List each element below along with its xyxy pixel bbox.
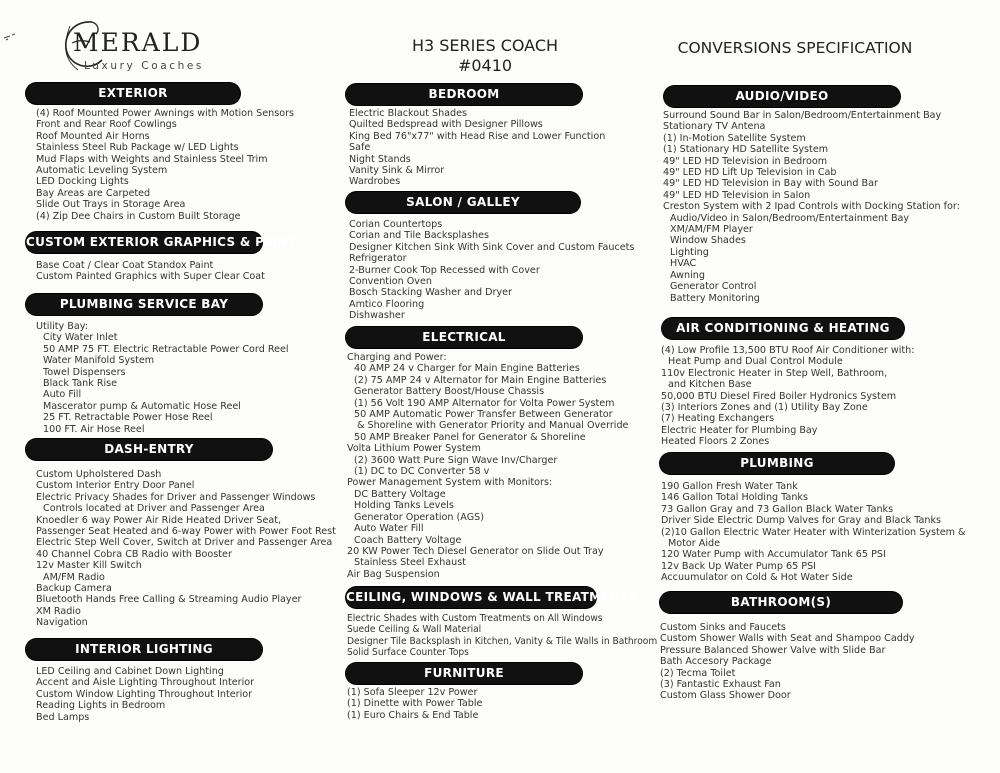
list-item: Accuumulator on Cold & Hot Water Side: [661, 572, 853, 584]
list-item: Designer Tile Backsplash in Kitchen, Vanity & Tile Walls in Bathroom: [347, 635, 658, 647]
bedroom-list: [349, 108, 605, 188]
list-item: Stainless Steel Rub Package w/ LED Lights: [36, 142, 239, 154]
list-item: Towel Dispensers: [43, 366, 126, 378]
list-item: Accent and Aisle Lighting Throughout Interior: [36, 677, 255, 689]
list-item: Heated Floors 2 Zones: [661, 436, 770, 448]
list-item: Mud Flaps with Weights and Stainless Steel Trim: [36, 153, 268, 165]
list-item: XM Radio: [36, 605, 81, 617]
list-item: Electric Heater for Plumbing Bay: [661, 424, 818, 436]
list-item: Lighting: [670, 246, 709, 258]
plumbing-bay-list: [36, 321, 289, 435]
list-item: Bay Areas are Carpeted: [36, 187, 151, 199]
list-item: LED Docking Lights: [36, 176, 129, 188]
list-item: (1) Euro Chairs & End Table: [347, 709, 479, 721]
list-item: Battery Monitoring: [670, 292, 760, 304]
list-item: Custom Window Lighting Throughout Interior: [36, 688, 253, 700]
list-item: 50 AMP Breaker Panel for Generator & Shoreline: [354, 431, 586, 443]
section-header-dash-entry: DASH-ENTRY: [26, 439, 272, 460]
list-item: City Water Inlet: [43, 332, 118, 344]
list-item: 120 Water Pump with Accumulator Tank 65 PSI: [661, 549, 886, 561]
list-item: Refrigerator: [349, 253, 407, 265]
list-item: 100 FT. Air Hose Reel: [43, 423, 145, 435]
list-item: 49" LED HD Television in Bay with Sound Bar: [663, 178, 878, 190]
list-item: (2) Tecma Toilet: [660, 667, 736, 679]
list-item: Volta Lithium Power System: [347, 443, 481, 455]
graphics-list: [36, 260, 265, 283]
list-item: 49" LED HD Television in Salon: [663, 189, 811, 201]
section-header-salon-galley: SALON / GALLEY: [346, 192, 580, 213]
list-item: Bosch Stacking Washer and Dryer: [349, 287, 512, 299]
list-item: (7) Heating Exchangers: [661, 413, 775, 425]
section-header-bedroom: BEDROOM: [346, 84, 582, 105]
list-item: 73 Gallon Gray and 73 Gallon Black Water Tanks: [661, 503, 894, 515]
list-item: Dishwasher: [349, 310, 405, 322]
list-item: Designer Kitchen Sink With Sink Cover and Custom Faucets: [349, 241, 635, 253]
list-item: Base Coat / Clear Coat Standox Paint: [36, 260, 214, 271]
list-item: Suede Ceiling & Wall Material: [347, 624, 482, 636]
list-item: & Shoreline with Generator Priority and Manual Override: [357, 420, 629, 432]
series-title: H3 SERIES COACH: [411, 36, 559, 55]
section-header-bathrooms: BATHROOM(S): [660, 592, 902, 613]
list-item: Wardrobes: [349, 176, 401, 188]
coach-number: #0410: [457, 56, 513, 75]
list-item: and Kitchen Base: [668, 379, 752, 391]
list-item: Utility Bay:: [36, 321, 88, 332]
list-item: Knoedler 6 way Power Air Ride Heated Driver Seat,: [36, 514, 282, 526]
list-item: Reading Lights in Bedroom: [36, 700, 166, 712]
section-header-plumbing-bay: PLUMBING SERVICE BAY: [26, 294, 262, 315]
list-item: Audio/Video in Salon/Bedroom/Entertainment Bay: [670, 212, 910, 224]
list-item: Surround Sound Bar in Salon/Bedroom/Entertainment Bay: [663, 110, 942, 121]
list-item: Quilted Bedspread with Designer Pillows: [349, 119, 543, 131]
section-header-ceiling-windows: CEILING, WINDOWS & WALL TREATMENTS: [346, 587, 596, 608]
list-item: Bed Lamps: [36, 711, 90, 723]
list-item: 40 AMP 24 v Charger for Main Engine Batteries: [354, 363, 580, 375]
list-item: Corian Countertops: [349, 219, 443, 230]
list-item: Custom Glass Shower Door: [660, 690, 791, 702]
list-item: Generator Battery Boost/House Chassis: [354, 386, 545, 398]
list-item: Stationary TV Antena: [663, 121, 766, 133]
list-item: Electric Shades with Custom Treatments on All Windows: [347, 613, 603, 624]
list-item: Heat Pump and Dual Control Module: [668, 356, 843, 368]
list-item: HVAC: [670, 258, 697, 270]
list-item: 50,000 BTU Diesel Fired Boiler Hydronics System: [661, 390, 897, 402]
list-item: King Bed 76"x77" with Head Rise and Lower Function: [349, 130, 606, 142]
list-item: Front and Rear Roof Cowlings: [36, 119, 177, 131]
list-item: Safe: [349, 142, 371, 154]
air-conditioning-list: [661, 345, 914, 448]
section-header-graphics: CUSTOM EXTERIOR GRAPHICS & PAINT: [26, 232, 262, 253]
section-header-furniture: FURNITURE: [346, 663, 582, 684]
list-item: Coach Battery Voltage: [354, 534, 462, 546]
list-item: Motor Aide: [668, 538, 720, 550]
list-item: Black Tank Rise: [43, 378, 118, 390]
list-item: Backup Camera: [36, 583, 112, 595]
section-header-audio-video: AUDIO/VIDEO: [664, 86, 900, 107]
list-item: Bluetooth Hands Free Calling & Streaming Audio Player: [36, 594, 302, 606]
list-item: (2)10 Gallon Electric Water Heater with Winterization System &: [661, 526, 966, 538]
list-item: (4) Low Profile 13,500 BTU Roof Air Conditioner with:: [661, 345, 915, 356]
interior-lighting-list: [36, 666, 254, 723]
list-item: 40 Channel Cobra CB Radio with Booster: [36, 548, 232, 560]
logo-tagline: Luxury Coaches: [84, 60, 205, 72]
list-item: Electric Step Well Cover, Switch at Driver and Passenger Area: [36, 537, 333, 549]
list-item: Corian and Tile Backsplashes: [349, 230, 490, 242]
list-item: (1) 56 Volt 190 AMP Alternator for Volta Power System: [354, 397, 615, 409]
electrical-list: [347, 352, 628, 580]
list-item: (4) Zip Dee Chairs in Custom Built Storage: [36, 210, 241, 222]
list-item: Custom Interior Entry Door Panel: [36, 480, 195, 492]
list-item: Charging and Power:: [347, 352, 447, 363]
list-item: 25 FT. Retractable Power Hose Reel: [43, 412, 213, 424]
plumbing-list: [661, 481, 966, 584]
list-item: Power Management System with Monitors:: [347, 477, 553, 489]
list-item: Holding Tanks Levels: [354, 500, 454, 512]
exterior-list: [36, 108, 294, 222]
list-item: Generator Control: [670, 281, 757, 293]
list-item: Convention Oven: [349, 276, 432, 288]
list-item: Passenger Seat Heated and 6-way Power with Power Foot Rest: [36, 526, 336, 538]
list-item: LED Ceiling and Cabinet Down Lighting: [36, 666, 224, 677]
list-item: 146 Gallon Total Holding Tanks: [661, 492, 808, 504]
list-item: DC Battery Voltage: [354, 488, 446, 500]
list-item: (2) 75 AMP 24 v Alternator for Main Engine Batteries: [354, 374, 607, 386]
list-item: (1) Dinette with Power Table: [347, 698, 483, 710]
list-item: 49" LED HD Television in Bedroom: [663, 155, 828, 167]
dash-entry-list: [36, 469, 336, 629]
list-item: (1) DC to DC Converter 58 v: [354, 466, 490, 478]
section-header-interior-lighting: INTERIOR LIGHTING: [26, 639, 262, 660]
section-header-electrical: ELECTRICAL: [346, 327, 582, 348]
list-item: 2-Burner Cook Top Recessed with Cover: [349, 264, 540, 276]
list-item: Solid Surface Counter Tops: [347, 647, 469, 659]
list-item: 110v Electronic Heater in Step Well, Bathroom,: [661, 367, 888, 379]
scan-mark: [2, 30, 30, 44]
list-item: Air Bag Suspension: [347, 568, 440, 580]
list-item: Water Manifold System: [43, 355, 155, 367]
furniture-list: [347, 687, 482, 721]
section-header-air-conditioning: AIR CONDITIONING & HEATING: [662, 318, 904, 339]
list-item: 50 AMP Automatic Power Transfer Between Generator: [354, 409, 613, 421]
list-item: Automatic Leveling System: [36, 165, 168, 177]
list-item: Mascerator pump & Automatic Hose Reel: [43, 400, 241, 412]
list-item: 20 KW Power Tech Diesel Generator on Slide Out Tray: [347, 545, 604, 557]
list-item: Navigation: [36, 617, 88, 629]
list-item: Creston System with 2 Ipad Controls with Docking Station for:: [663, 201, 960, 213]
list-item: (1) Sofa Sleeper 12v Power: [347, 687, 478, 698]
section-header-plumbing: PLUMBING: [660, 453, 894, 474]
list-item: (4) Roof Mounted Power Awnings with Motion Sensors: [36, 108, 295, 119]
list-item: Awning: [670, 269, 705, 281]
list-item: Pressure Balanced Shower Valve with Slide Bar: [660, 644, 886, 656]
list-item: 50 AMP 75 FT. Electric Retractable Power Cord Reel: [43, 343, 289, 355]
list-item: (2) 3600 Watt Pure Sign Wave Inv/Charger: [354, 454, 558, 466]
list-item: XM/AM/FM Player: [670, 224, 753, 236]
list-item: Slide Out Trays in Storage Area: [36, 199, 186, 211]
salon-galley-list: [349, 219, 634, 322]
list-item: Vanity Sink & Mirror: [349, 165, 445, 177]
list-item: Custom Shower Walls with Seat and Shampoo Caddy: [660, 633, 915, 645]
audio-video-list: [663, 110, 960, 304]
list-item: Controls located at Driver and Passenger Area: [43, 503, 265, 515]
list-item: (1) Stationary HD Satellite System: [663, 144, 829, 156]
list-item: Electric Privacy Shades for Driver and Passenger Windows: [36, 491, 316, 503]
list-item: 12v Back Up Water Pump 65 PSI: [661, 560, 816, 572]
list-item: Stainless Steel Exhaust: [354, 557, 467, 569]
logo-wordmark: MERALD: [73, 28, 203, 57]
list-item: 12v Master Kill Switch: [36, 560, 142, 572]
list-item: AM/FM Radio: [43, 571, 105, 583]
list-item: Custom Upholstered Dash: [36, 469, 162, 480]
list-item: (3) Fantastic Exhaust Fan: [660, 679, 781, 691]
list-item: Electric Blackout Shades: [349, 108, 468, 119]
list-item: Night Stands: [349, 153, 411, 165]
list-item: Custom Painted Graphics with Super Clear Coat: [36, 271, 265, 283]
list-item: Auto Water Fill: [354, 523, 424, 535]
spec-title: CONVERSIONS SPECIFICATION: [677, 39, 913, 57]
list-item: Bath Accesory Package: [660, 656, 772, 668]
list-item: Window Shades: [670, 235, 746, 247]
list-item: Custom Sinks and Faucets: [660, 622, 786, 633]
bathrooms-list: [660, 622, 915, 702]
section-header-exterior: EXTERIOR: [26, 83, 240, 104]
document-title: [375, 36, 595, 76]
list-item: Auto Fill: [43, 389, 82, 401]
list-item: (3) Interiors Zones and (1) Utility Bay Zone: [661, 402, 868, 414]
list-item: 190 Gallon Fresh Water Tank: [661, 481, 798, 492]
list-item: 49" LED HD Lift Up Television in Cab: [663, 167, 837, 179]
list-item: Generator Operation (AGS): [354, 511, 484, 523]
list-item: Driver Side Electric Dump Valves for Gray and Black Tanks: [661, 515, 942, 527]
list-item: Roof Mounted Air Horns: [36, 130, 150, 142]
list-item: (1) In-Motion Satellite System: [663, 132, 806, 144]
ceiling-windows-list: [347, 613, 657, 659]
list-item: Amtico Flooring: [349, 298, 425, 310]
